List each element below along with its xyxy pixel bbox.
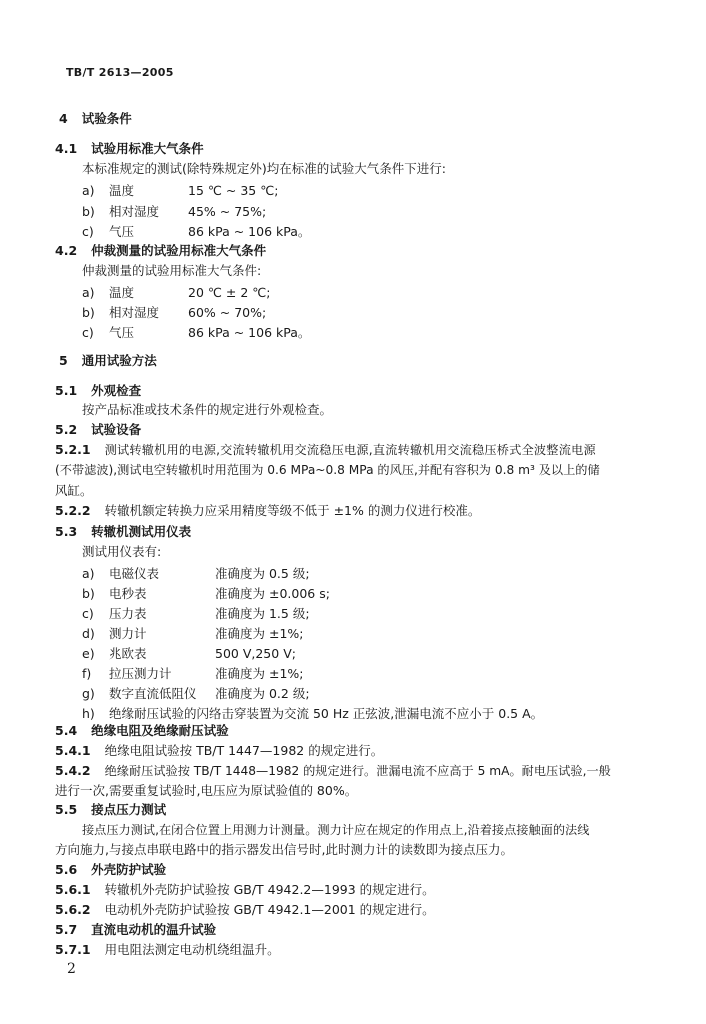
section-title: 试验用标准大气条件 <box>91 141 204 156</box>
item-label: 测力计 <box>109 626 147 641</box>
item-label: 数字直流低阻仪 <box>109 686 197 701</box>
section-5-5-heading <box>55 802 166 818</box>
section-number: 5 <box>59 353 68 368</box>
list-item <box>82 706 602 722</box>
clause-number: 5.4.2 <box>55 763 91 778</box>
item-marker: b) <box>82 586 95 601</box>
section-5-heading <box>59 353 157 369</box>
section-number: 5.1 <box>55 383 78 398</box>
paragraph <box>55 942 280 958</box>
item-text: 绝缘耐压试验的闪络击穿装置为交流 50 Hz 正弦波,泄漏电流不应小于 0.5 A。 <box>109 706 544 721</box>
item-value: 准确度为 ±1%; <box>215 626 304 641</box>
list-item <box>82 566 482 582</box>
paragraph <box>55 743 383 759</box>
section-title: 试验设备 <box>91 422 142 437</box>
section-number: 5.6 <box>55 862 78 877</box>
section-number: 5.5 <box>55 802 78 817</box>
clause-number: 5.7.1 <box>55 942 91 957</box>
list-item <box>82 646 482 662</box>
page-number: 2 <box>67 961 76 977</box>
paragraph-text: 转辙机额定转换力应采用精度等级不低于 ±1% 的测力仪进行校准。 <box>104 503 481 518</box>
paragraph: 按产品标准或技术条件的规定进行外观检查。 <box>82 402 333 417</box>
item-label: 拉压测力计 <box>109 666 172 681</box>
paragraph <box>55 902 435 918</box>
item-label: 压力表 <box>109 606 147 621</box>
item-marker: c) <box>82 224 94 239</box>
section-5-3-heading <box>55 524 191 540</box>
paragraph <box>55 763 611 779</box>
section-5-2-heading <box>55 422 141 438</box>
section-4-2-heading <box>55 243 266 259</box>
clause-number: 5.2.2 <box>55 503 91 518</box>
list-item <box>82 285 442 301</box>
item-marker: e) <box>82 646 95 661</box>
section-title: 直流电动机的温升试验 <box>91 922 217 937</box>
paragraph-text: 绝缘电阻试验按 TB/T 1447—1982 的规定进行。 <box>104 743 384 758</box>
item-marker: f) <box>82 666 92 681</box>
section-5-1-heading <box>55 383 141 399</box>
paragraph-line: 风缸。 <box>55 483 93 498</box>
item-value: 45% ~ 75%; <box>188 204 267 219</box>
item-marker: b) <box>82 204 95 219</box>
paragraph-text: 电动机外壳防护试验按 GB/T 4942.1—2001 的规定进行。 <box>104 902 435 917</box>
paragraph-text: 转辙机外壳防护试验按 GB/T 4942.2—1993 的规定进行。 <box>104 882 435 897</box>
item-value: 86 kPa ~ 106 kPa。 <box>188 224 311 239</box>
item-value: 15 ℃ ~ 35 ℃; <box>188 183 279 198</box>
paragraph-line: 进行一次,需要重复试验时,电压应为原试验值的 80%。 <box>55 783 358 798</box>
paragraph-line: 接点压力测试,在闭合位置上用测力计测量。测力计应在规定的作用点上,沿着接点接触面的法线 <box>82 823 590 837</box>
item-label: 温度 <box>109 183 135 198</box>
section-number: 5.2 <box>55 422 78 437</box>
item-value: 准确度为 ±1%; <box>215 666 304 681</box>
clause-number: 5.2.1 <box>55 442 91 457</box>
paragraph-line: 方向施力,与接点串联电路中的指示器发出信号时,此时测力计的读数即为接点压力。 <box>55 842 513 857</box>
item-marker: b) <box>82 305 95 320</box>
clause-number: 5.6.2 <box>55 902 91 917</box>
section-5-6-heading <box>55 862 166 878</box>
section-number: 5.3 <box>55 524 78 539</box>
item-value: 准确度为 ±0.006 s; <box>215 586 330 601</box>
item-marker: a) <box>82 285 95 300</box>
section-title: 试验条件 <box>81 111 132 126</box>
paragraph <box>55 442 596 458</box>
paragraph: 本标准规定的测试(除特殊规定外)均在标准的试验大气条件下进行: <box>82 161 446 176</box>
section-4-1-heading <box>55 141 204 157</box>
item-value: 准确度为 1.5 级; <box>215 606 310 621</box>
item-marker: a) <box>82 566 95 581</box>
paragraph-text: 绝缘耐压试验按 TB/T 1448—1982 的规定进行。泄漏电流不应高于 5 mA。耐电压试验,一般 <box>104 764 611 778</box>
item-label: 兆欧表 <box>109 646 147 661</box>
clause-number: 5.6.1 <box>55 882 91 897</box>
section-title: 绝缘电阻及绝缘耐压试验 <box>91 723 229 738</box>
list-item <box>82 224 442 240</box>
paragraph-text: 测试转辙机用的电源,交流转辙机用交流稳压电源,直流转辙机用交流稳压桥式全波整流电源 <box>104 443 596 457</box>
item-label: 电磁仪表 <box>109 566 160 581</box>
paragraph <box>55 882 435 898</box>
list-item <box>82 586 482 602</box>
item-label: 相对湿度 <box>109 204 160 219</box>
list-item <box>82 606 482 622</box>
section-number: 4.1 <box>55 141 78 156</box>
item-label: 电秒表 <box>109 586 147 601</box>
section-5-4-heading <box>55 723 229 739</box>
paragraph-text: 用电阻法测定电动机绕组温升。 <box>104 942 280 957</box>
item-label: 气压 <box>109 224 135 239</box>
section-title: 外壳防护试验 <box>91 862 167 877</box>
paragraph-line: (不带滤波),测试电空转辙机时用范围为 0.6 MPa~0.8 MPa 的风压,并配有容积为 0.8 m³ 及以上的储 <box>55 463 600 477</box>
item-marker: d) <box>82 626 95 641</box>
item-value: 准确度为 0.5 级; <box>215 566 310 581</box>
section-4-heading <box>59 111 132 127</box>
section-number: 4 <box>59 111 68 126</box>
section-number: 5.4 <box>55 723 78 738</box>
section-title: 通用试验方法 <box>81 353 157 368</box>
item-marker: c) <box>82 606 94 621</box>
item-value: 准确度为 0.2 级; <box>215 686 310 701</box>
list-item <box>82 686 482 702</box>
section-number: 5.7 <box>55 922 78 937</box>
item-label: 相对湿度 <box>109 305 160 320</box>
paragraph: 测试用仪表有: <box>82 544 162 559</box>
section-title: 仲裁测量的试验用标准大气条件 <box>91 243 267 258</box>
item-label: 气压 <box>109 325 135 340</box>
section-title: 外观检查 <box>91 383 142 398</box>
paragraph: 仲裁测量的试验用标准大气条件: <box>82 263 262 278</box>
list-item <box>82 183 442 199</box>
list-item <box>82 204 442 220</box>
section-5-7-heading <box>55 922 216 938</box>
item-marker: a) <box>82 183 95 198</box>
item-value: 60% ~ 70%; <box>188 305 267 320</box>
item-marker: h) <box>82 706 95 721</box>
standard-header: TB/T 2613—2005 <box>66 66 174 79</box>
item-value: 86 kPa ~ 106 kPa。 <box>188 325 311 340</box>
list-item <box>82 325 442 341</box>
item-marker: g) <box>82 686 95 701</box>
item-marker: c) <box>82 325 94 340</box>
paragraph <box>55 503 480 519</box>
section-title: 转辙机测试用仪表 <box>91 524 192 539</box>
clause-number: 5.4.1 <box>55 743 91 758</box>
item-label: 温度 <box>109 285 135 300</box>
list-item <box>82 626 482 642</box>
list-item <box>82 305 442 321</box>
section-number: 4.2 <box>55 243 78 258</box>
section-title: 接点压力测试 <box>91 802 167 817</box>
item-value: 20 ℃ ± 2 ℃; <box>188 285 271 300</box>
item-value: 500 V,250 V; <box>215 646 296 661</box>
list-item <box>82 666 482 682</box>
